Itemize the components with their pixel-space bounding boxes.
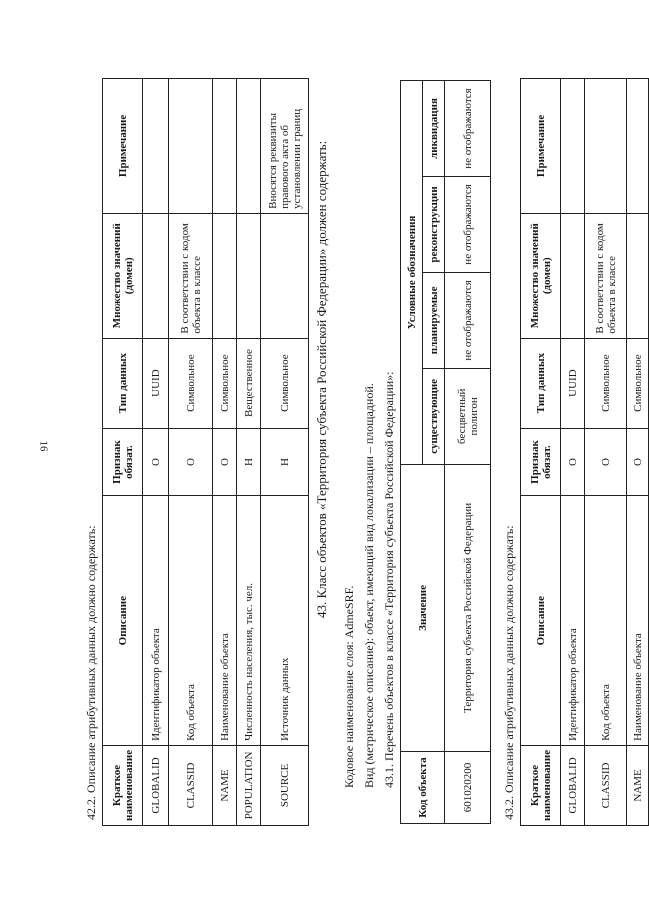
cell-mandatory: О [585, 428, 627, 496]
table-row [561, 79, 585, 826]
col-header-domain: Множество значений (домен) [103, 213, 143, 338]
table-row [261, 79, 309, 826]
cell-short-name: SOURCE [261, 745, 309, 825]
cell-note [561, 79, 585, 214]
col-header-data-type: Тип данных [103, 338, 143, 428]
cell-domain [261, 213, 309, 338]
layer-code-paragraph: Кодовое наименование слоя: AdmeSRF. [342, 585, 356, 788]
cell-domain [213, 213, 237, 338]
col-header-domain: Множество значений (домен) [521, 213, 561, 338]
cell-mandatory: О [561, 428, 585, 496]
cell-description: Код объекта [169, 496, 213, 745]
cell-short-name: CLASSID [169, 745, 213, 825]
cell-note: Вносятся реквизиты правового акта об установлении границ [261, 79, 309, 214]
attributes-table-43-2 [520, 78, 649, 826]
cell-planned: не отображаются [445, 272, 491, 368]
cell-note [585, 79, 627, 214]
table-row [237, 79, 261, 826]
cell-short-name: GLOBALID [561, 745, 585, 825]
table-row [169, 79, 213, 826]
col-header-note: Примечание [521, 79, 561, 214]
cell-data-type: Символьное [213, 338, 237, 428]
table-header-row [401, 81, 423, 824]
cell-description: Идентификатор объекта [143, 496, 169, 745]
cell-short-name: CLASSID [585, 745, 627, 825]
cell-note [237, 79, 261, 214]
cell-data-type: Символьное [261, 338, 309, 428]
col-header-description: Описание [103, 496, 143, 745]
cell-liquidation: не отображаются [445, 81, 491, 177]
table-row [213, 79, 237, 826]
cell-domain [237, 213, 261, 338]
cell-data-type: Вещественное [237, 338, 261, 428]
col-header-code: Код объекта [401, 752, 445, 824]
col-header-description: Описание [521, 496, 561, 745]
cell-data-type: UUID [143, 338, 169, 428]
cell-note [143, 79, 169, 214]
col-header-short-name: Краткое наименование [521, 745, 561, 825]
section-43-2-caption: 43.2. Описание атрибутивных данных должно содержать: [502, 525, 516, 820]
cell-data-type: Символьное [585, 338, 627, 428]
table-row [585, 79, 627, 826]
cell-short-name: GLOBALID [143, 745, 169, 825]
cell-note [627, 79, 649, 214]
cell-mandatory: Н [237, 428, 261, 496]
col-header-planned: планируемые [423, 272, 445, 368]
cell-domain: В соответствии с кодом объекта в классе [585, 213, 627, 338]
cell-value: Территория субъекта Российской Федерации [445, 464, 491, 751]
col-header-data-type: Тип данных [521, 338, 561, 428]
cell-short-name: NAME [627, 745, 649, 825]
cell-domain [561, 213, 585, 338]
cell-note [213, 79, 237, 214]
cell-description: Наименование объекта [627, 496, 649, 745]
cell-data-type: Символьное [627, 338, 649, 428]
cell-description: Численность населения, тыс. чел. [237, 496, 261, 745]
cell-short-name: NAME [213, 745, 237, 825]
section-43-1-caption: 43.1. Перечень объектов в классе «Территория субъекта Российской Федерации»: [382, 371, 396, 788]
table-header-row [103, 79, 143, 826]
cell-data-type: Символьное [169, 338, 213, 428]
attributes-table-42-2 [102, 78, 309, 826]
section-43-heading: 43. Класс объектов «Территория субъекта Российской Федерации» должен содержать: [314, 140, 329, 618]
col-header-note: Примечание [103, 79, 143, 214]
cell-mandatory: О [169, 428, 213, 496]
cell-reconstruction: не отображаются [445, 176, 491, 272]
col-header-short-name: Краткое наименование [103, 745, 143, 825]
col-header-mandatory: Признак обязат. [103, 428, 143, 496]
page-number: 16 [37, 440, 50, 452]
cell-data-type: UUID [561, 338, 585, 428]
cell-description: Идентификатор объекта [561, 496, 585, 745]
cell-existing: бесцветный полигон [445, 368, 491, 464]
cell-description: Код объекта [585, 496, 627, 745]
cell-code: 601020200 [445, 752, 491, 824]
table-row [143, 79, 169, 826]
section-42-2-caption: 42.2. Описание атрибутивных данных должно содержать: [84, 525, 98, 820]
cell-mandatory: О [627, 428, 649, 496]
cell-mandatory: О [143, 428, 169, 496]
col-header-symbols: Условные обозначения [401, 81, 423, 465]
table-header-row [521, 79, 561, 826]
rotated-page-content [80, 68, 644, 828]
cell-mandatory: Н [261, 428, 309, 496]
cell-mandatory: О [213, 428, 237, 496]
cell-description: Источник данных [261, 496, 309, 745]
col-header-mandatory: Признак обязат. [521, 428, 561, 496]
geometry-type-paragraph: Вид (метрическое описание): объект, имеющий вид локализации – площадной. [362, 383, 376, 788]
col-header-reconstruction: реконструкции [423, 176, 445, 272]
col-header-existing: существующие [423, 368, 445, 464]
col-header-value: Значение [401, 464, 445, 751]
cell-short-name: POPULATION [237, 745, 261, 825]
cell-domain [143, 213, 169, 338]
table-row [445, 81, 491, 824]
cell-domain: В соответствии с кодом объекта в классе [169, 213, 213, 338]
objects-table-43-1 [400, 80, 491, 824]
table-row [627, 79, 649, 826]
cell-note [169, 79, 213, 214]
cell-domain [627, 213, 649, 338]
col-header-liquidation: ликвидация [423, 81, 445, 177]
cell-description: Наименование объекта [213, 496, 237, 745]
